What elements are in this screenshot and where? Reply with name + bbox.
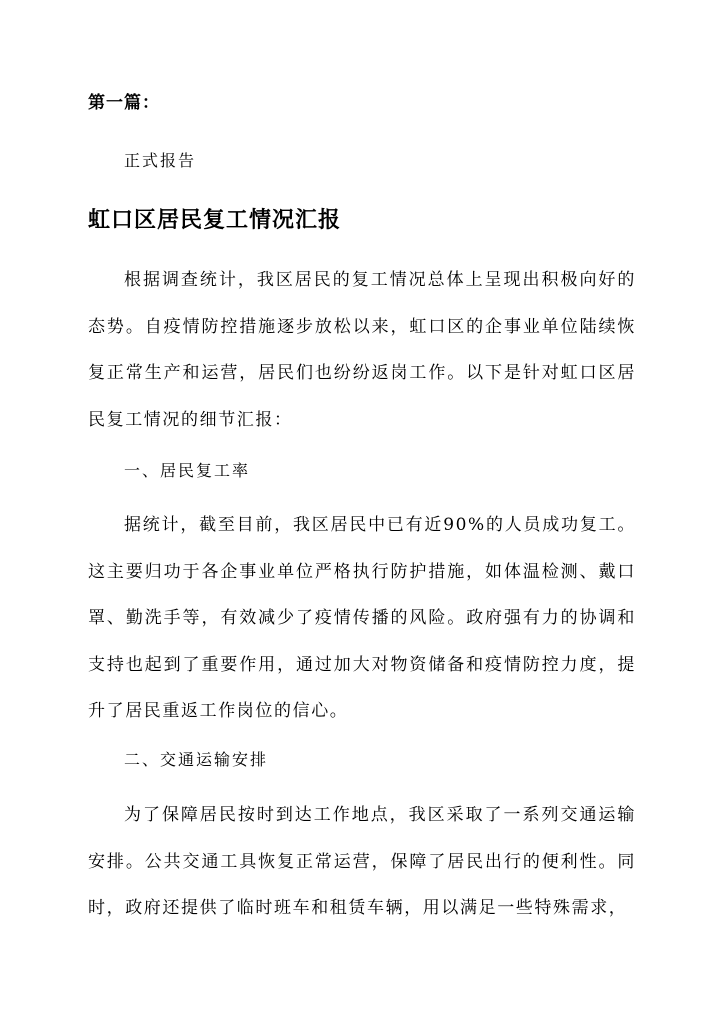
part-label: 第一篇：	[88, 93, 160, 113]
section-1-paragraph: 据统计，截至目前，我区居民中已有近90%的人员成功复工。这主要归功于各企事业单位严格执行防护措施，如体温检测、戴口罩、勤洗手等，有效减少了疫情传播的风险。政府强有力的协调和支持也起到了重要作用，通过加大对物资储备和疫情防控力度，提升了居民重返工作岗位的信心。	[88, 515, 636, 721]
intro-paragraph: 根据调查统计，我区居民的复工情况总体上呈现出积极向好的态势。自疫情防控措施逐步放松以来，虹口区的企事业单位陆续恢复正常生产和运营，居民们也纷纷返岗工作。以下是针对虹口区居民复工情况的细节汇报：	[88, 270, 636, 430]
report-type: 正式报告	[124, 151, 197, 170]
document-title: 虹口区居民复工情况汇报	[88, 207, 342, 233]
section-heading-2: 二、交通运输安排	[124, 750, 269, 769]
section-heading-1: 一、居民复工率	[124, 461, 251, 480]
section-2-paragraph: 为了保障居民按时到达工作地点，我区采取了一系列交通运输安排。公共交通工具恢复正常运营，保障了居民出行的便利性。同时，政府还提供了临时班车和租赁车辆，用以满足一些特殊需求，	[88, 805, 636, 918]
